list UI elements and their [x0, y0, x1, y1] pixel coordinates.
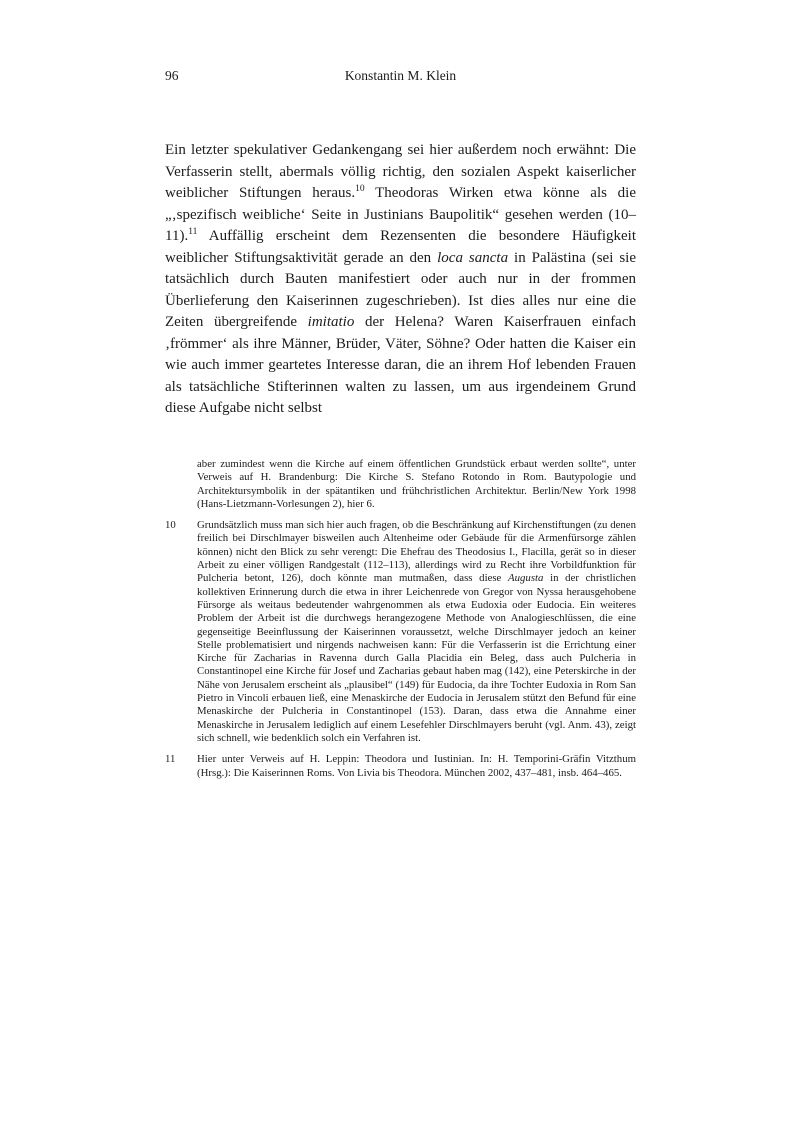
body-text-segment: der Helena? Waren Kaiserfrauen einfach ‚frömmer‘ als ihre Männer, Brüder, Väter, Söhne? Oder hatten die Kaiser ein wie auch immer geartetes Interesse daran, die an ihrem Hof lebenden Frauen als tatsächliche Stifterinnen walten zu lassen, um aus irgendeinem Grund diese Aufgabe nicht selbst	[165, 314, 637, 416]
footnote-ref-10: 10	[355, 184, 365, 194]
footnotes-block	[165, 458, 636, 780]
body-paragraph	[165, 140, 636, 420]
footnote-text-segment: Grundsätzlich muss man sich hier auch fragen, ob die Beschränkung auf Kirchenstiftungen (zu denen freilich bei Dirschlmayer bisweilen auch Altenheime oder Gebäude für die Armenfürsorge zählen können) nicht den Blick zu sehr verengt: Die Ehefrau des Theodosius I., Flacilla, gerät so in dieser Arbeit zu einer völligen Randgestalt (112–113), allerdings wird zu Recht ihre Vorbildfunktion für Pulcheria betont, 126), doch könnte man mutmaßen, dass diese	[197, 519, 636, 585]
footnote-continuation: aber zumindest wenn die Kirche auf einem öffentlichen Grundstück erbaut werden sollte“, unter Verweis auf H. Brandenburg: Die Kirche S. Stefano Rotondo in Rom. Bautypologie und Architektursymbolik in der spätantiken und frühchristlichen Architektur. Berlin/New York 1998 (Hans-Lietzmann-Vorlesungen 2), hier 6.	[197, 458, 636, 510]
footnote-text	[197, 753, 636, 780]
running-header	[165, 68, 636, 84]
body-text-segment: in Palästina (sei sie tatsächlich durch Bauten manifestiert oder auch nur in der frommen Überlieferung den Kaiserinnen zugeschrieben). Ist dies alles nur eine die Zeiten übergreifende	[165, 249, 636, 330]
latin-term-augusta: Augusta	[508, 572, 544, 585]
footnote-item-11	[165, 753, 636, 780]
footnote-text-segment: Hier unter Verweis auf H. Leppin: Theodora und Iustinian. In: H. Temporini-Gräfin Vitzthum (Hrsg.): Die Kaiserinnen Roms. Von Livia bis Theodora. München 2002, 437–481, insb. 464–465.	[197, 753, 636, 779]
body-text-segment: Theodoras Wirken etwa könne als die „‚spezifisch weibliche‘ Seite in Justinians Baupolitik“ gesehen werden (10–11).	[165, 185, 636, 244]
latin-term-loca-sancta: loca sancta	[437, 249, 509, 266]
running-title: Konstantin M. Klein	[344, 68, 457, 83]
page-number: 96	[165, 68, 179, 83]
body-text-segment: Ein letzter spekulativer Gedankengang sei hier außerdem noch erwähnt: Die Verfasserin stellt, abermals völlig richtig, den sozialen Aspekt kaiserlicher weiblicher Stiftungen heraus.	[165, 142, 636, 201]
footnote-number: 11	[165, 753, 176, 766]
footnote-text-segment: in der christlichen kollektiven Erinnerung durch die etwa in ihrer Leichenrede von Gregor von Nyssa herausgehobene Fürsorge als weitaus bedeutender wahrgenommen als etwa Eudoxia oder Eudocia. Ein weiteres Problem der Arbeit ist die durchwegs herangezogene Methode von Analogieschlüssen, die eine gegenseitige Beeinflussung der Kaiserinnen voraussetzt, welche Dirschlmayer jedoch an keiner Stelle problematisiert und nirgends nachweisen kann: Für die Verfasserin ist die Errichtung einer Kirche für Zacharias in Ravenna durch Galla Placidia ein Beleg, dass auch Pulcheria in Constantinopel eine Kirche für Josef und Zacharias gebaut haben mag (142), eine Peterskirche in der Nähe von Jerusalem erscheint als „plausibel“ (149) für Eudocia, da ihre Tochter Eudoxia in Rom San Pietro in Vincoli erbauen ließ, eine Menaskirche der Eudocia in Jerusalem stützt den Befund für eine Menaskirche der Pulcheria in Constantinopel (153). Daran, dass etwa die Annahme einer Menaskirche in Jerusalem lediglich auf einem Lesefehler Dirschlmayers beruht (vgl. Anm. 43), zeigt sich schnell, wie bedenklich solch ein Verfahren ist.	[197, 572, 636, 744]
footnote-ref-11: 11	[188, 227, 198, 237]
footnote-number: 10	[165, 519, 176, 532]
body-text-segment: Auffällig erscheint dem Rezensenten die besondere Häufigkeit weiblicher Stiftungsaktivität gerade an den	[165, 228, 636, 266]
latin-term-imitatio: imitatio	[307, 314, 355, 330]
footnote-item-10	[165, 519, 636, 745]
footnote-text	[197, 519, 636, 745]
main-text-block	[165, 140, 636, 420]
